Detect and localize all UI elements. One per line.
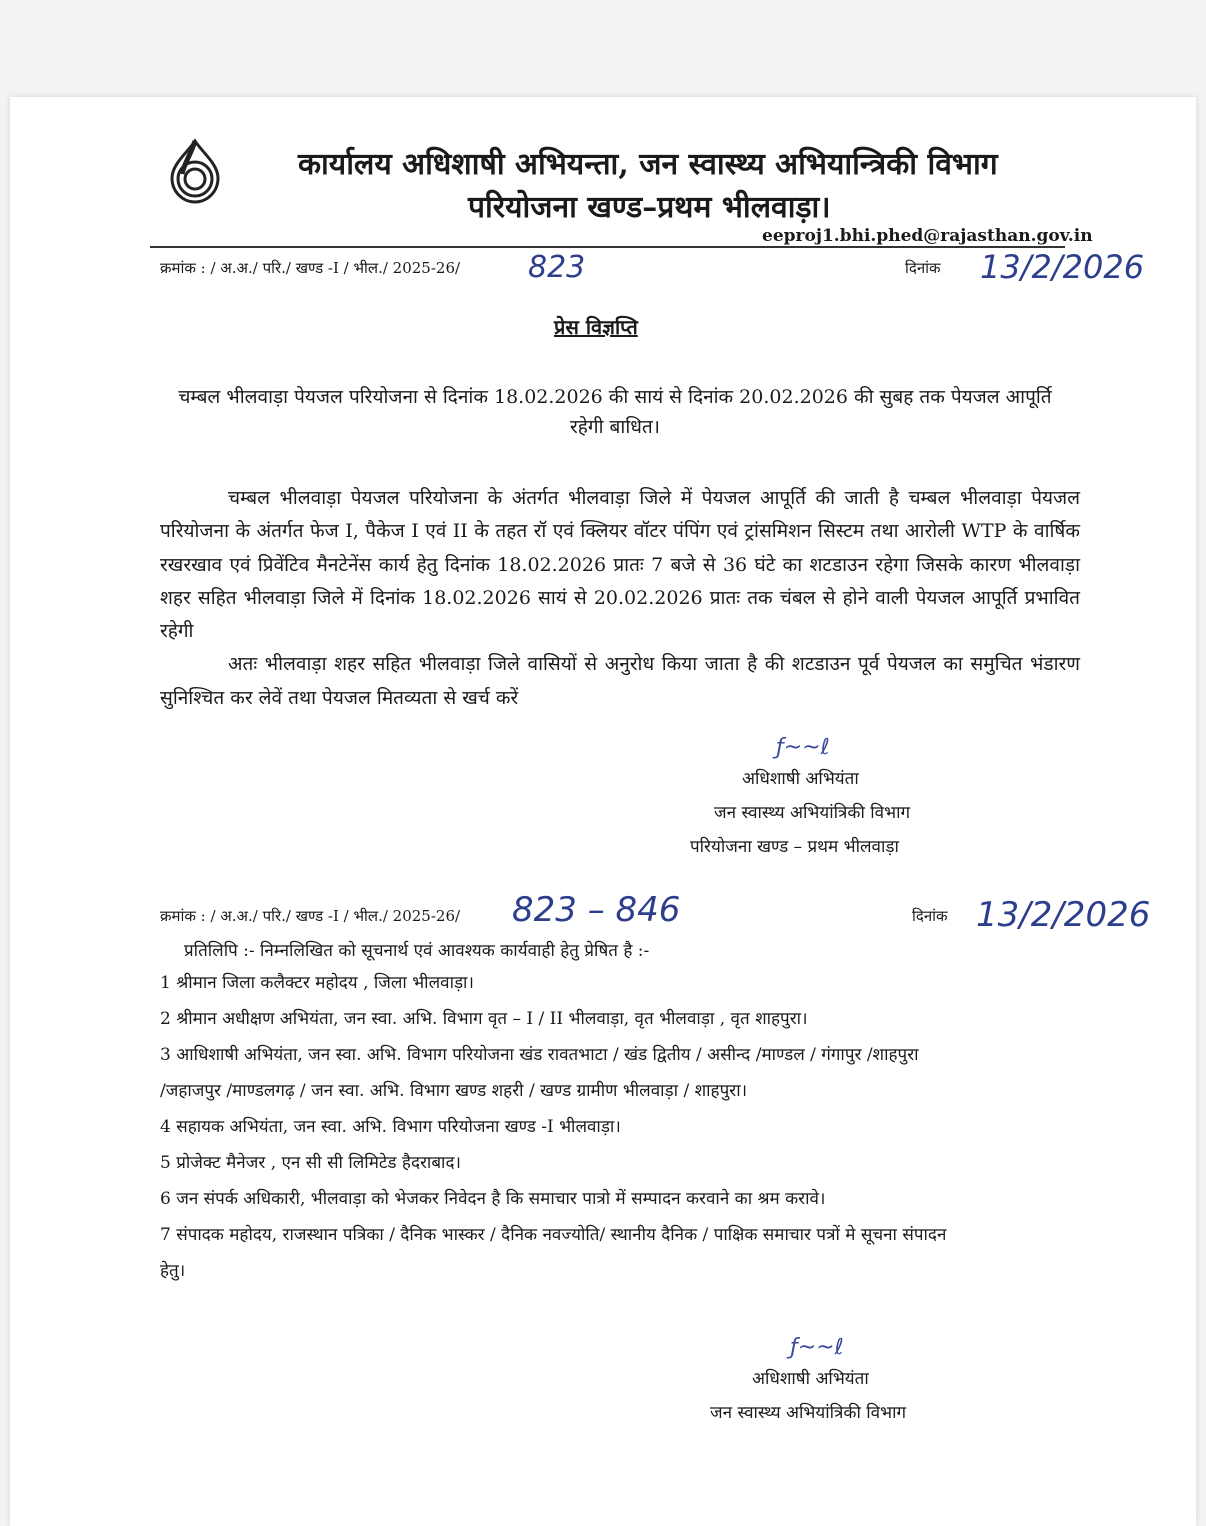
- copy-signatory-designation: अधिशाषी अभियंता: [752, 1369, 869, 1389]
- press-release-subject: चम्बल भीलवाड़ा पेयजल परियोजना से दिनांक 18.02.2026 की सायं से दिनांक 20.02.2026 की सुबह तक पेयजल आपूर्ति रहेगी बाधित।: [178, 386, 1052, 439]
- copy-date-label: दिनांक: [912, 907, 948, 925]
- header-divider: [150, 246, 1065, 248]
- body-paragraph-2: अतः भीलवाड़ा शहर सहित भीलवाड़ा जिले वासियों से अनुरोध किया जाता है की शटडाउन पूर्व पेयजल का समुचित भंडारण सुनिश्चित कर लेवें तथा पेयजल मितव्यता से खर्च करें: [160, 653, 1080, 709]
- list-item: हेतु।: [160, 1261, 186, 1281]
- list-item: 1 श्रीमान जिला कलैक्टर महोदय , जिला भीलवाड़ा।: [160, 973, 474, 993]
- list-item: 5 प्रोजेक्ट मैनेजर , एन सी सी लिमिटेड हैदराबाद।: [160, 1153, 461, 1173]
- list-item: /जहाजपुर /माण्डलगढ़ / जन स्वा. अभि. विभाग खण्ड शहरी / खण्ड ग्रामीण भीलवाड़ा / शाहपुरा।: [160, 1081, 748, 1101]
- body-text: [160, 482, 1080, 715]
- office-email: eeproj1.bhi.phed@rajasthan.gov.in: [762, 226, 1093, 246]
- office-title: कार्यालय अधिशाषी अभियन्ता, जन स्वास्थ्य अभियान्त्रिकी विभाग: [298, 147, 998, 182]
- list-item: 6 जन संपर्क अधिकारी, भीलवाड़ा को भेजकर निवेदन है कि समाचार पात्रो में सम्पादन करवाने का श्रम करावे।: [160, 1189, 826, 1209]
- list-item: 7 संपादक महोदय, राजस्थान पत्रिका / दैनिक भास्कर / दैनिक नवज्योति/ स्थानीय दैनिक / पाक्षिक समाचार पत्रों मे सूचना संपादन: [160, 1225, 947, 1245]
- list-item: 4 सहायक अभियंता, जन स्वा. अभि. विभाग परियोजना खण्ड -I भीलवाड़ा।: [160, 1117, 621, 1137]
- handwritten-reference-number: 823: [528, 250, 586, 285]
- reference-number-label: क्रमांक : / अ.अ./ परि./ खण्ड -I / भील./ 2025-26/: [160, 259, 461, 277]
- list-item: 2 श्रीमान अधीक्षण अभियंता, जन स्वा. अभि. विभाग वृत – I / II भीलवाड़ा, वृत भीलवाड़ा , वृत शाहपुरा।: [160, 1009, 808, 1029]
- signatory-department: जन स्वास्थ्य अभियांत्रिकी विभाग: [714, 803, 911, 823]
- office-subtitle: परियोजना खण्ड–प्रथम भीलवाड़ा।: [468, 190, 831, 225]
- body-paragraph-1: चम्बल भीलवाड़ा पेयजल परियोजना के अंतर्गत भीलवाड़ा जिले में पेयजल आपूर्ति की जाती है चम्बल भीलवाड़ा पेयजल परियोजना के अंतर्गत फेज I, पैकेज I एवं II के तहत रॉ एवं क्लियर वॉटर पंपिंग एवं ट्रांसमिशन सिस्टम तथा आरोली WTP के वार्षिक रखरखाव एवं प्रिवेंटिव मैनटेनेंस कार्य हेतु दिनांक 18.02.2026 प्रातः 7 बजे से 36 घंटे का शटडाउन रहेगा जिसके कारण भीलवाड़ा शहर सहित भीलवाड़ा जिले में दिनांक 18.02.2026 सायं से 20.02.2026 प्रातः तक चंबल से होने वाली पेयजल आपूर्ति प्रभावित रहेगी: [160, 487, 1081, 642]
- handwritten-copy-reference-number: 823 – 846: [512, 890, 681, 930]
- copy-reference-number-label: क्रमांक : / अ.अ./ परि./ खण्ड -I / भील./ 2025-26/: [160, 907, 461, 925]
- signature-scribble-2: ƒ~~ℓ: [790, 1335, 844, 1360]
- signature-scribble-1: ƒ~~ℓ: [776, 735, 830, 760]
- date-label: दिनांक: [905, 259, 941, 277]
- list-item: 3 आधिशाषी अभियंता, जन स्वा. अभि. विभाग परियोजना खंड रावतभाटा / खंड द्वितीय / असीन्द /माण्डल / गंगापुर /शाहपुरा: [160, 1045, 919, 1065]
- press-release-title: प्रेस विज्ञप्ति: [554, 315, 638, 339]
- document-page: [10, 97, 1196, 1526]
- signatory-division: परियोजना खण्ड – प्रथम भीलवाड़ा: [690, 837, 899, 857]
- copy-signatory-department: जन स्वास्थ्य अभियांत्रिकी विभाग: [710, 1403, 907, 1423]
- copy-to-heading: प्रतिलिपि :- निम्नलिखित को सूचनार्थ एवं आवश्यक कार्यवाही हेतु प्रेषित है :-: [184, 941, 650, 961]
- signatory-designation: अधिशाषी अभियंता: [742, 769, 859, 789]
- handwritten-date: 13/2/2026: [980, 248, 1145, 286]
- copy-to-list: [160, 965, 1090, 1289]
- handwritten-copy-date: 13/2/2026: [976, 895, 1151, 935]
- water-drop-logo-icon: [162, 138, 228, 204]
